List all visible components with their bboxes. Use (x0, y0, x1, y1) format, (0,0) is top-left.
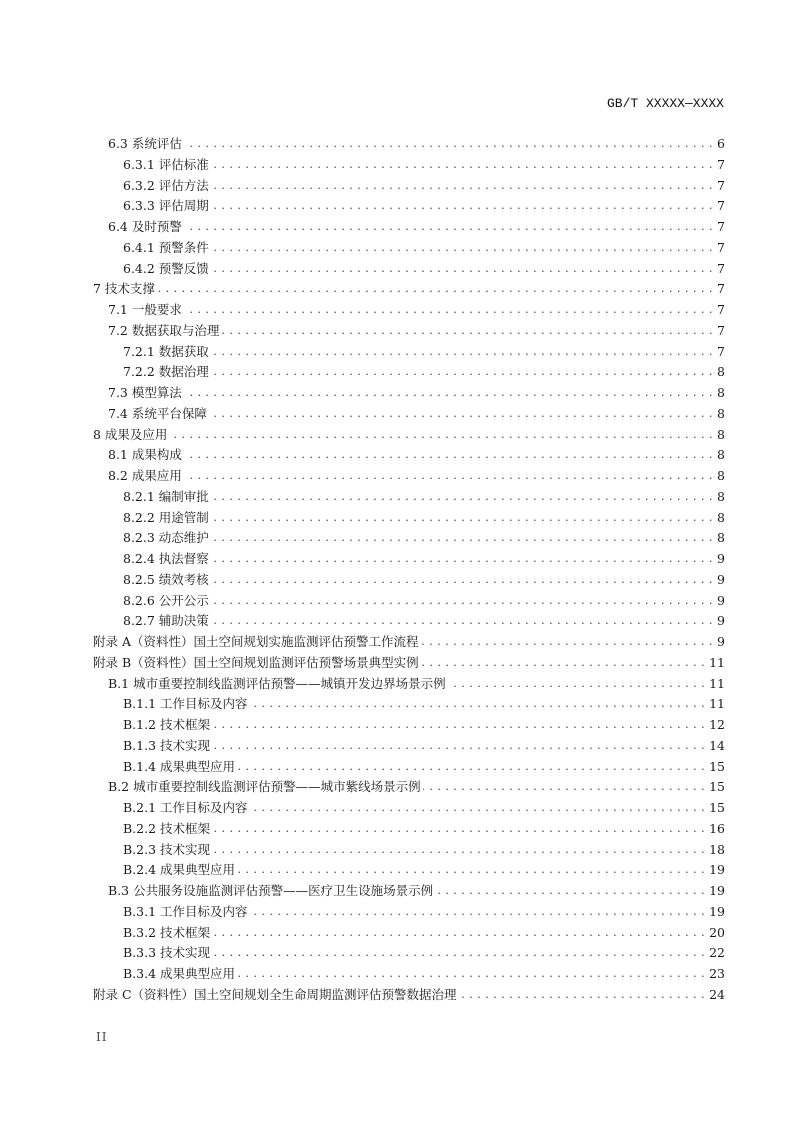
toc-entry-page-number: 16 (709, 820, 725, 836)
toc-entry[interactable] (93, 757, 725, 778)
toc-entry[interactable] (93, 362, 725, 383)
toc-entry-label: B.1.3 技术实现 (123, 737, 211, 753)
dot-leader (184, 300, 713, 321)
toc-entry-label: 7.4 系统平台保障 (108, 405, 207, 421)
toc-entry-label: 6.3.1 评估标准 (123, 156, 209, 172)
toc-entry[interactable] (93, 819, 725, 840)
toc-entry[interactable] (93, 964, 725, 985)
toc-entry[interactable] (93, 196, 725, 217)
toc-entry-label: 7.2.1 数据获取 (123, 343, 209, 359)
dot-leader (250, 694, 706, 715)
toc-entry-label: 6.4.2 预警反馈 (123, 260, 209, 276)
toc-entry[interactable] (93, 902, 725, 923)
toc-entry[interactable] (93, 321, 725, 342)
dot-leader (212, 923, 705, 944)
toc-entry[interactable] (93, 217, 725, 238)
toc-entry-page-number: 7 (717, 219, 725, 234)
toc-entry-label: 6.3.3 评估周期 (123, 198, 209, 214)
toc-entry[interactable] (93, 238, 725, 259)
toc-entry[interactable] (93, 259, 725, 280)
toc-entry-page-number: 18 (709, 841, 725, 857)
toc-entry-label: 7 技术支撑 (93, 281, 155, 297)
toc-entry[interactable] (93, 777, 725, 798)
toc-entry[interactable] (93, 445, 725, 466)
toc-entry-label: B.2 城市重要控制线监测评估预警——城市紫线场景示例 (108, 779, 421, 795)
toc-entry[interactable] (93, 487, 725, 508)
toc-entry-label: 8.1 成果构成 (108, 447, 182, 463)
dot-leader (211, 155, 713, 176)
toc-entry-page-number: 7 (717, 177, 725, 193)
toc-entry-page-number: 19 (709, 903, 725, 919)
toc-entry-label: 8.2.7 辅助决策 (123, 613, 209, 629)
dot-leader (211, 570, 713, 591)
toc-entry-page-number: 9 (717, 634, 725, 649)
toc-entry-label: B.3.4 成果典型应用 (123, 966, 236, 981)
toc-entry-label: 7.2.2 数据治理 (123, 364, 209, 380)
table-of-contents (93, 134, 725, 1006)
toc-entry-page-number: 11 (709, 654, 725, 670)
toc-entry-page-number: 6 (717, 136, 725, 151)
toc-entry-label: 7.1 一般要求 (108, 302, 182, 317)
dot-leader (459, 985, 706, 1006)
toc-entry[interactable] (93, 943, 725, 964)
toc-entry-label: 6.4.1 预警条件 (123, 239, 209, 255)
toc-entry-label: 附录 C（资料性）国土空间规划全生命周期监测评估预警数据治理 (93, 986, 457, 1002)
toc-entry-page-number: 8 (717, 468, 725, 483)
toc-entry[interactable] (93, 383, 725, 404)
toc-entry-label: B.3.2 技术框架 (123, 924, 211, 940)
dot-leader (250, 902, 706, 923)
toc-entry-label: B.1.2 技术框架 (123, 717, 211, 732)
toc-entry-page-number: 7 (717, 260, 725, 276)
toc-entry-label: 6.4 及时预警 (108, 219, 182, 234)
toc-entry[interactable] (93, 425, 725, 446)
toc-entry-page-number: 7 (717, 343, 725, 359)
toc-entry-label: B.2.2 技术框架 (123, 820, 211, 836)
toc-entry-label: B.2.4 成果典型应用 (123, 862, 236, 878)
toc-entry-label: B.3 公共服务设施监测评估预警——医疗卫生设施场景示例 (108, 883, 434, 898)
toc-entry[interactable] (93, 653, 725, 674)
toc-entry-label: 附录 A（资料性）国土空间规划实施监测评估预警工作流程 (93, 634, 419, 649)
dot-leader (448, 674, 706, 695)
toc-entry-page-number: 7 (717, 322, 725, 338)
toc-entry-page-number: 8 (717, 405, 725, 421)
dot-leader (211, 508, 713, 529)
dot-leader (184, 466, 713, 487)
dot-leader (212, 736, 705, 757)
dot-leader (212, 819, 705, 840)
dot-leader (211, 611, 713, 632)
toc-entry-label: 8.2.2 用途管制 (123, 509, 209, 525)
toc-entry[interactable] (93, 279, 725, 300)
toc-entry[interactable] (93, 798, 725, 819)
toc-entry-label: 8.2.6 公开公示 (123, 592, 209, 608)
dot-leader (237, 964, 705, 985)
toc-entry-page-number: 9 (717, 592, 725, 608)
dot-leader (211, 362, 713, 383)
toc-entry-label: 6.3 系统评估 (108, 136, 182, 151)
toc-entry-page-number: 8 (717, 447, 725, 463)
dot-leader (211, 238, 713, 259)
standard-code-header: GB/T XXXXX—XXXX (606, 96, 724, 111)
toc-entry[interactable] (93, 134, 725, 155)
dot-leader (184, 383, 713, 404)
dot-leader (421, 632, 713, 653)
toc-entry-label: 8.2.1 编制审批 (123, 488, 209, 504)
toc-entry-page-number: 23 (709, 966, 725, 981)
dot-leader (184, 445, 713, 466)
toc-entry-label: B.3.3 技术实现 (123, 945, 211, 961)
toc-entry[interactable] (93, 549, 725, 570)
toc-entry[interactable] (93, 632, 725, 653)
toc-entry-page-number: 8 (717, 364, 725, 380)
toc-entry-page-number: 8 (717, 530, 725, 546)
dot-leader (184, 217, 713, 238)
toc-entry[interactable] (93, 985, 725, 1006)
toc-entry-page-number: 7 (717, 302, 725, 317)
toc-entry[interactable] (93, 715, 725, 736)
toc-entry-label: 8.2.4 执法督察 (123, 551, 209, 566)
dot-leader (212, 840, 705, 861)
toc-entry-label: 8.2.3 动态维护 (123, 530, 209, 546)
dot-leader (211, 528, 713, 549)
toc-entry-page-number: 9 (717, 551, 725, 566)
dot-leader (250, 798, 706, 819)
toc-entry[interactable] (93, 881, 725, 902)
toc-entry-label: 8.2.5 绩效考核 (123, 571, 209, 587)
toc-entry-page-number: 7 (717, 156, 725, 172)
dot-leader (211, 259, 713, 280)
toc-entry-label: B.1.4 成果典型应用 (123, 758, 236, 774)
dot-leader (211, 176, 713, 197)
toc-entry[interactable] (93, 923, 725, 944)
toc-entry-page-number: 24 (709, 986, 725, 1002)
toc-entry-page-number: 15 (709, 758, 725, 774)
toc-entry-page-number: 8 (717, 488, 725, 504)
dot-leader (211, 487, 713, 508)
toc-entry-page-number: 8 (717, 426, 725, 442)
toc-entry-page-number: 15 (709, 800, 725, 815)
toc-entry[interactable] (93, 300, 725, 321)
toc-entry-label: 附录 B（资料性）国土空间规划监测评估预警场景典型实例 (93, 654, 419, 670)
toc-entry[interactable] (93, 840, 725, 861)
toc-entry-page-number: 7 (717, 198, 725, 214)
toc-entry-page-number: 12 (709, 717, 725, 732)
toc-entry-label: B.1 城市重要控制线监测评估预警——城镇开发边界场景示例 (108, 675, 446, 691)
dot-leader (211, 549, 713, 570)
toc-entry[interactable] (93, 155, 725, 176)
dot-leader (421, 653, 705, 674)
dot-leader (211, 342, 713, 363)
dot-leader (169, 425, 713, 446)
toc-entry-page-number: 9 (717, 571, 725, 587)
dot-leader (212, 943, 705, 964)
dot-leader (209, 404, 713, 425)
dot-leader (435, 881, 705, 902)
toc-entry-label: B.3.1 工作目标及内容 (123, 903, 248, 919)
toc-entry-page-number: 9 (717, 613, 725, 629)
dot-leader (237, 860, 705, 881)
toc-entry[interactable] (93, 860, 725, 881)
dot-leader (423, 777, 706, 798)
toc-entry-label: B.1.1 工作目标及内容 (123, 696, 248, 712)
toc-entry-label: 6.3.2 评估方法 (123, 177, 209, 193)
toc-entry[interactable] (93, 342, 725, 363)
toc-entry[interactable] (93, 611, 725, 632)
dot-leader (157, 279, 713, 300)
dot-leader (212, 715, 705, 736)
toc-entry-page-number: 11 (709, 675, 725, 691)
toc-entry-label: 8.2 成果应用 (108, 468, 182, 483)
dot-leader (237, 757, 705, 778)
dot-leader (184, 134, 713, 155)
toc-entry-page-number: 19 (709, 862, 725, 878)
toc-entry[interactable] (93, 674, 725, 695)
toc-entry[interactable] (93, 528, 725, 549)
toc-entry-label: 8 成果及应用 (93, 426, 168, 442)
toc-entry-label: 7.2 数据获取与治理 (108, 322, 220, 338)
toc-entry[interactable] (93, 404, 725, 425)
dot-leader (221, 321, 713, 342)
dot-leader (211, 591, 713, 612)
toc-entry[interactable] (93, 591, 725, 612)
toc-entry-page-number: 20 (709, 924, 725, 940)
toc-entry[interactable] (93, 508, 725, 529)
toc-entry[interactable] (93, 176, 725, 197)
toc-entry-label: B.2.3 技术实现 (123, 841, 211, 857)
toc-entry-page-number: 19 (709, 883, 725, 898)
toc-entry-label: 7.3 模型算法 (108, 385, 182, 400)
toc-entry-page-number: 8 (717, 509, 725, 525)
toc-entry[interactable] (93, 694, 725, 715)
toc-entry[interactable] (93, 736, 725, 757)
toc-entry-page-number: 7 (717, 239, 725, 255)
toc-entry-page-number: 14 (709, 737, 725, 753)
toc-entry[interactable] (93, 466, 725, 487)
page-number: II (96, 1030, 108, 1044)
dot-leader (211, 196, 713, 217)
toc-entry-page-number: 15 (709, 779, 725, 795)
toc-entry-page-number: 7 (717, 281, 725, 297)
toc-entry-label: B.2.1 工作目标及内容 (123, 800, 248, 815)
toc-entry[interactable] (93, 570, 725, 591)
toc-entry-page-number: 11 (709, 696, 725, 712)
toc-entry-page-number: 8 (717, 385, 725, 400)
toc-entry-page-number: 22 (709, 945, 725, 961)
